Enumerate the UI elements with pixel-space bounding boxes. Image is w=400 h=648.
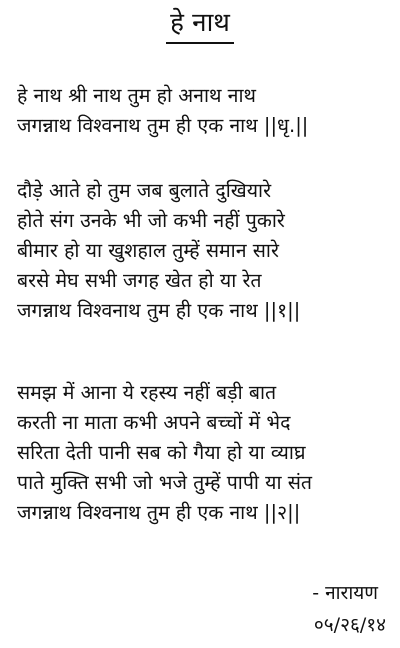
poem-title-text: हे नाथ [166,6,234,44]
stanza-refrain [17,81,393,141]
poem-line: समझ में आना ये रहस्य नहीं बड़ी बात [17,381,277,404]
stanza-1 [17,176,393,326]
poem-line: करती ना माता कभी अपने बच्चों में भेद [17,411,291,434]
poem-line: हे नाथ श्री नाथ तुम हो अनाथ नाथ [17,84,257,107]
poem-line: बरसे मेघ सभी जगह खेत हो या रेत [17,269,262,292]
stanza-2 [17,378,393,528]
poem-line: पाते मुक्ति सभी जो भजे तुम्हें पापी या संत [17,471,313,494]
poem-line: जगन्नाथ विश्वनाथ तुम ही एक नाथ ||१|| [17,299,301,322]
poem-line: जगन्नाथ विश्वनाथ तुम ही एक नाथ ||२|| [17,501,301,524]
poem-title [0,6,400,44]
author-signature: - नारायण [312,582,378,604]
poem-line: बीमार हो या खुशहाल तुम्हें समान सारे [17,239,279,262]
poem-line: जगन्नाथ विश्वनाथ तुम ही एक नाथ ||धृ.|| [17,114,309,137]
poem-date: ०५/२६/१४ [313,614,386,636]
poem-line: दौड़े आते हो तुम जब बुलाते दुखियारे [17,179,272,202]
poem-line: सरिता देती पानी सब को गैया हो या व्याघ्र [17,441,306,464]
poem-line: होते संग उनके भी जो कभी नहीं पुकारे [17,209,285,232]
